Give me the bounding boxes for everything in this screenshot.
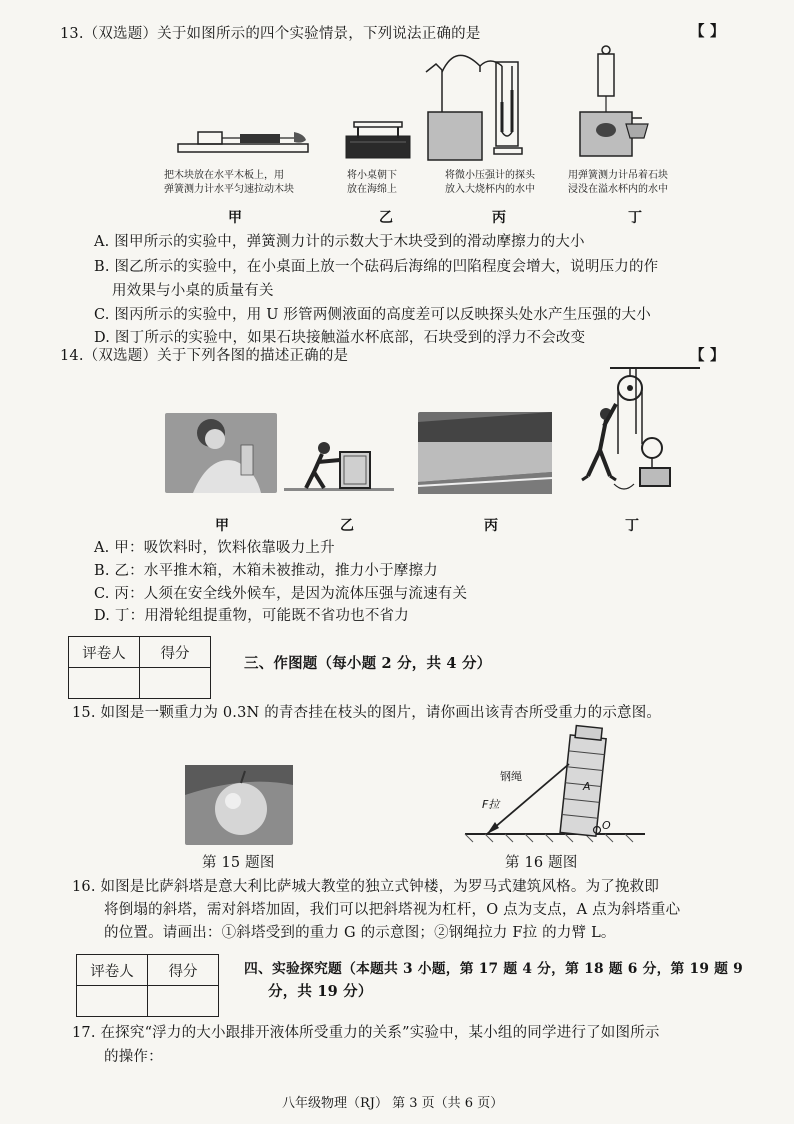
section4-grader-header: 评卷人	[77, 955, 148, 986]
q16-line-2: 将倒塌的斜塔，需对斜塔加固，我们可以把斜塔视为杠杆，O 点为支点，A 点为斜塔重心	[104, 902, 681, 918]
q14-option-d: D. 丁：用滑轮组提重物，可能既不省功也不省力	[94, 608, 409, 624]
q13-option-b-cont: 用效果与小桌的质量有关	[112, 283, 274, 299]
figure-14-yi-push-box	[284, 430, 394, 494]
q15-text: 15. 如图是一颗重力为 0.3N 的青杏挂在枝头的图片，请你画出该青杏所受重力的示意图。	[72, 705, 662, 721]
section4-score-table	[76, 954, 219, 1017]
section4-score-header: 得分	[148, 955, 219, 986]
q13-option-b: B. 图乙所示的实验中，在小桌面上放一个砝码后海绵的凹陷程度会增大，说明压力的作	[94, 259, 659, 275]
caption-13-ding-1: 用弹簧测力计吊着石块	[568, 170, 668, 181]
figure-14-ding-pulley	[570, 364, 705, 504]
figure-16-leaning-tower	[465, 722, 650, 844]
q13-stem: 13.（双选题）关于如图所示的四个实验情景，下列说法正确的是	[60, 26, 481, 42]
q16-line-1: 16. 如图是比萨斜塔是意大利比萨城大教堂的独立式钟楼，为罗马式建筑风格。为了挽救即	[72, 879, 660, 895]
label-14-yi: 乙	[340, 518, 354, 534]
section3-grader-header: 评卷人	[69, 637, 140, 668]
fig16-force-label: F拉	[482, 798, 500, 811]
q14-option-a: A. 甲：吸饮料时，饮料依靠吸力上升	[94, 540, 335, 556]
caption-13-yi-1: 将小桌朝下	[347, 170, 397, 181]
section4-title-line-2: 分，共 19 分）	[268, 983, 373, 1000]
q17-line-1: 17. 在探究“浮力的大小跟排开液体所受重力的关系”实验中，某小组的同学进行了如图所示	[72, 1025, 660, 1041]
section3-grader-cell[interactable]	[69, 668, 140, 699]
fig15-caption: 第 15 题图	[202, 855, 275, 871]
fig16-point-a: A	[583, 780, 591, 793]
section3-score-cell[interactable]	[140, 668, 211, 699]
q14-answer-bracket: 【 】	[690, 347, 725, 364]
photo-green-apricot	[185, 765, 293, 845]
fig16-caption: 第 16 题图	[505, 855, 578, 871]
q14-stem: 14.（双选题）关于下列各图的描述正确的是	[60, 348, 349, 364]
section4-title-line-1: 四、实验探究题（本题共 3 小题，第 17 题 4 分，第 18 题 6 分，第 19 题 9	[244, 961, 743, 977]
label-14-ding: 丁	[625, 518, 639, 534]
caption-13-bing-2: 放入大烧杯内的水中	[445, 184, 535, 195]
caption-13-jia-2: 弹簧测力计水平匀速拉动木块	[164, 184, 294, 195]
figure-13-yi	[340, 112, 420, 162]
photo-girl-drinking	[165, 413, 277, 493]
fig16-rope-label: 钢绳	[500, 770, 522, 783]
fig16-point-o: O	[602, 819, 611, 832]
section4-grader-cell[interactable]	[77, 986, 148, 1017]
label-14-bing: 丙	[484, 518, 498, 534]
section4-score-cell[interactable]	[148, 986, 219, 1017]
figure-13-bing	[420, 52, 530, 164]
photo-train-station	[418, 412, 552, 494]
q16-line-3: 的位置。请画出：①斜塔受到的重力 G 的示意图；②钢绳拉力 F拉 的力臂 L。	[104, 925, 616, 941]
figure-13-jia	[178, 122, 318, 162]
label-13-ding: 丁	[628, 210, 642, 226]
caption-13-jia-1: 把木块放在水平木板上，用	[164, 170, 284, 181]
section3-score-header: 得分	[140, 637, 211, 668]
q17-line-2: 的操作：	[104, 1049, 163, 1065]
label-13-bing: 丙	[492, 210, 506, 226]
figure-13-ding	[570, 44, 654, 164]
q13-option-c: C. 图丙所示的实验中，用 U 形管两侧液面的高度差可以反映探头处水产生压强的大小	[94, 307, 651, 323]
q14-option-c: C. 丙：人须在安全线外候车，是因为流体压强与流速有关	[94, 586, 468, 602]
q13-answer-bracket: 【 】	[690, 23, 725, 40]
caption-13-ding-2: 浸没在溢水杯内的水中	[568, 184, 668, 195]
section3-score-table	[68, 636, 211, 699]
page-footer: 八年级物理（RJ） 第 3 页（共 6 页）	[282, 1096, 504, 1111]
label-14-jia: 甲	[215, 518, 229, 534]
q13-option-d: D. 图丁所示的实验中，如果石块接触溢水杯底部，石块受到的浮力不会改变	[94, 330, 586, 346]
q14-option-b: B. 乙：水平推木箱，木箱未被推动，推力小于摩擦力	[94, 563, 438, 579]
caption-13-yi-2: 放在海绵上	[347, 184, 397, 195]
section3-title: 三、作图题（每小题 2 分，共 4 分）	[244, 655, 492, 672]
label-13-yi: 乙	[379, 210, 393, 226]
label-13-jia: 甲	[228, 210, 242, 226]
caption-13-bing-1: 将微小压强计的探头	[445, 170, 535, 181]
q13-option-a: A. 图甲所示的实验中，弹簧测力计的示数大于木块受到的滑动摩擦力的大小	[94, 234, 585, 250]
